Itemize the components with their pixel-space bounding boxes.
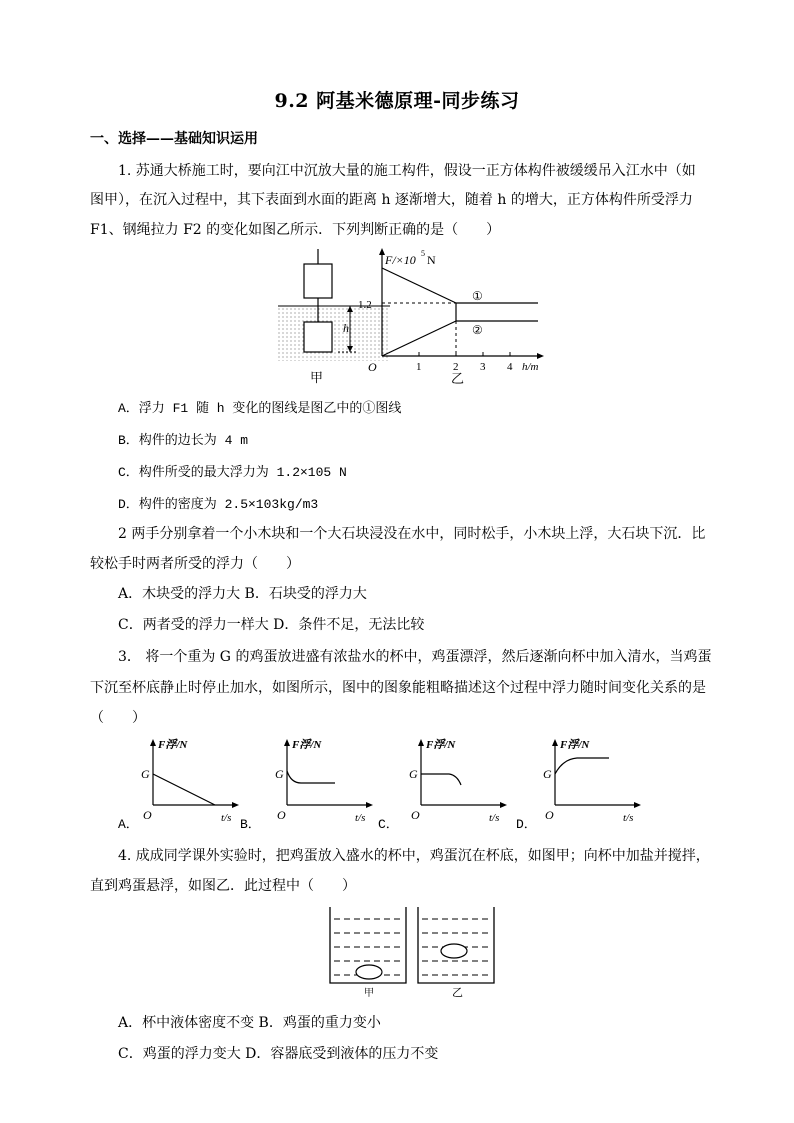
q4-beaker-jia <box>330 907 406 998</box>
q3-graph-d-xlabel: t/s <box>623 812 634 824</box>
q1-chart-ylabel: F/×10 <box>385 253 416 267</box>
q3-graph-d-origin: O <box>545 808 554 822</box>
q1-chart-xtick-1: 1 <box>416 361 422 373</box>
q4-fig-yi-label: 乙 <box>452 987 463 998</box>
q3-graph-c-curve <box>421 774 461 785</box>
q3-graph-d-g: G <box>543 767 552 781</box>
q1-chart-marker-1: ① <box>472 289 483 303</box>
q2-options-ab: A．木块受的浮力大 B．石块受的浮力大 <box>118 586 367 602</box>
q1-option-a: A．浮力 F1 随 h 变化的图线是图乙中的①图线 <box>118 401 402 416</box>
q3-graph-d-curve <box>555 758 609 774</box>
q3-graph-d-ylabel: F浮/N <box>560 739 590 751</box>
q1-fig-h-label: h <box>343 321 349 335</box>
q3-graph-b-curve <box>287 771 335 783</box>
q1-option-d: D．构件的密度为 2.5×103kg/m3 <box>118 497 319 512</box>
q1-chart-yexp: 5 <box>421 249 425 258</box>
q3-text-line2: 下沉至杯底静止时停止加水，如图所示，图中的图象能粗略描述这个过程中浮力随时间变化关系的是 <box>90 680 706 696</box>
q1-text-line1: 1. 苏通大桥施工时，要向江中沉放大量的施工构件，假设一正方体构件被缓缓吊入江水中（如 <box>118 163 696 179</box>
q3-graph-a-origin: O <box>143 808 152 822</box>
q3-text-line3: （ ） <box>90 710 146 726</box>
q1-text-line2: 图甲），在沉入过程中，其下表面到水面的距离 h 逐渐增大，随着 h 的增大，正方体构件所受浮力 <box>90 192 693 208</box>
q2-text-line1: 2 两手分别拿着一个小木块和一个大石块浸没在水中，同时松手，小木块上浮，大石块下沉．比 <box>118 526 706 542</box>
q4-options-cd: C．鸡蛋的浮力变大 D．容器底受到液体的压力不变 <box>118 1046 439 1062</box>
q1-chart-xlabel: h/m <box>522 361 539 373</box>
q3-graph-b-label: B． <box>240 817 261 832</box>
q3-graph-a-label: A． <box>118 817 139 832</box>
q1-chart-line-1-falling <box>382 268 456 303</box>
q1-chart-ytick: 1.2 <box>358 299 372 311</box>
q3-graph-b-origin: O <box>277 808 286 822</box>
q3-graph-c-xlabel: t/s <box>489 812 500 824</box>
q3-graph-b-xlabel: t/s <box>355 812 366 824</box>
q1-chart-line-2-rising <box>382 321 456 356</box>
q1-option-b: B．构件的边长为 4 m <box>118 433 249 448</box>
q3-graph-a-curve <box>153 774 215 805</box>
q1-text-line3: F1、钢绳拉力 F2 的变化如图乙所示．下列判断正确的是（ ） <box>90 222 501 238</box>
q4-figures <box>326 903 506 998</box>
q2-text-line2: 较松手时两者所受的浮力（ ） <box>90 556 300 572</box>
page-title: 9.2 阿基米德原理-同步练习 <box>274 90 520 112</box>
q3-graph-c-origin: O <box>411 808 420 822</box>
q1-chart-marker-2: ② <box>472 323 483 337</box>
q4-egg-suspended <box>441 944 467 958</box>
q3-graph-a-xlabel: t/s <box>221 812 232 824</box>
q3-graph-d <box>543 738 641 824</box>
q1-fig-yi-label: 乙 <box>451 371 465 386</box>
q3-graph-d-label: D． <box>516 817 537 832</box>
q3-graph-a-g: G <box>141 767 150 781</box>
q3-graph-c <box>409 738 507 824</box>
q1-fig-jia-label: 甲 <box>310 370 324 385</box>
q3-graph-a <box>141 738 239 824</box>
q1-chart-xtick-3: 3 <box>480 361 486 373</box>
q4-text-line1: 4. 成成同学课外实验时，把鸡蛋放入盛水的杯中，鸡蛋沉在杯底，如图甲；向杯中加盐并搅拌， <box>118 848 710 864</box>
q4-options-ab: A．杯中液体密度不变 B．鸡蛋的重力变小 <box>118 1015 381 1031</box>
q3-graph-c-g: G <box>409 767 418 781</box>
q3-graphs <box>135 735 645 825</box>
q2-options-cd: C．两者受的浮力一样大 D．条件不足，无法比较 <box>118 617 425 633</box>
q1-figures <box>270 244 550 389</box>
q1-chart-yunit: N <box>427 253 436 267</box>
q3-graph-a-ylabel: F浮/N <box>158 739 188 751</box>
q3-graph-b-g: G <box>275 767 284 781</box>
q4-egg-sunk <box>356 965 382 979</box>
q3-text-line1: 3． 将一个重为 G 的鸡蛋放进盛有浓盐水的杯中，鸡蛋漂浮，然后逐渐向杯中加入清水，当鸡蛋 <box>118 649 712 665</box>
q4-beaker-yi <box>418 907 494 998</box>
q1-chart-origin: O <box>368 360 377 374</box>
q3-graph-c-label: C． <box>378 817 399 832</box>
q4-fig-jia-label: 甲 <box>364 988 374 998</box>
q3-graph-b <box>275 738 373 824</box>
q1-chart-xtick-2: 2 <box>453 361 459 373</box>
section-heading: 一、选择——基础知识运用 <box>90 131 258 147</box>
q3-graph-c-ylabel: F浮/N <box>426 739 456 751</box>
q3-graph-b-ylabel: F浮/N <box>292 739 322 751</box>
q4-text-line2: 直到鸡蛋悬浮，如图乙．此过程中（ ） <box>90 878 356 894</box>
q1-chart-xtick-4: 4 <box>507 361 513 373</box>
q1-option-c: C．构件所受的最大浮力为 1.2×105 N <box>118 465 347 480</box>
